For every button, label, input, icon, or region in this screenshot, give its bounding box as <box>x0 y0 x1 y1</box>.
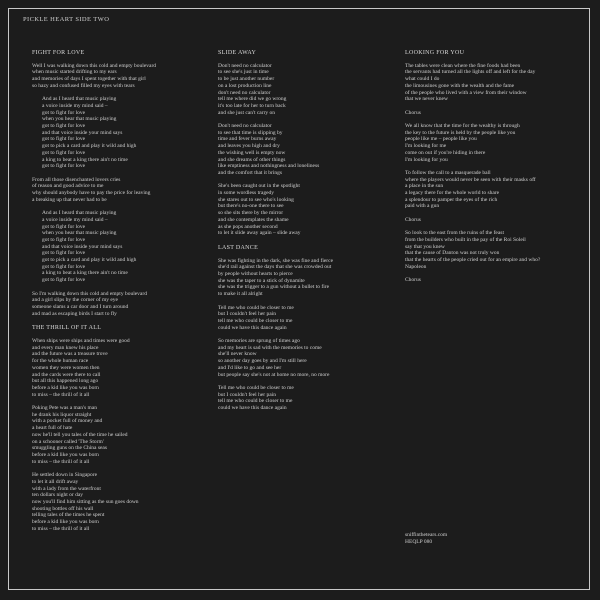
lyric-stanza <box>405 110 581 117</box>
lyric-line: could we have this dance again <box>218 324 287 331</box>
lyric-line: but I couldn't feel her pain <box>218 311 276 318</box>
song-title: LOOKING FOR YOU <box>405 50 465 56</box>
lyric-line: when music started drifting to my ears <box>32 69 117 76</box>
lyric-line: got to fight for love <box>42 136 86 143</box>
lyric-line: for the whole human race <box>32 358 89 365</box>
lyric-line: come on out if you're hiding in there <box>405 149 486 156</box>
lyric-line: telling tales of the times he spent <box>32 512 105 519</box>
lyric-stanza <box>405 230 581 270</box>
lyric-line: women they were women then <box>32 364 100 371</box>
lyric-line: Napoleon <box>405 263 427 270</box>
lyric-line: Chorus <box>405 216 421 223</box>
lyric-line: Chorus <box>405 109 421 116</box>
lyric-line: I'm looking for me <box>405 143 447 150</box>
lyric-stanza <box>32 405 208 465</box>
lyric-line: time and fever burns away <box>218 136 277 143</box>
lyric-stanza <box>218 258 394 298</box>
lyric-line: people like me – people like you <box>405 136 477 143</box>
lyric-line: as she pops another second <box>218 223 278 230</box>
lyric-line: and memories of days I spent together with that girl <box>32 76 146 83</box>
lyric-line: and she contemplates the shame <box>218 216 289 223</box>
lyric-stanza <box>32 291 208 318</box>
lyric-line: on a lost production line <box>218 82 272 89</box>
lyric-line: and every man knew his place <box>32 344 99 351</box>
lyric-line: got to fight for love <box>42 263 86 270</box>
lyric-line: don't need no calculator <box>218 89 271 96</box>
lyric-line: shooting bottles off his wall <box>32 505 94 512</box>
lyric-stanza <box>32 63 208 90</box>
side-title: PICKLE HEART SIDE TWO <box>23 16 110 23</box>
lyric-line: now you'll find him sitting as the sun goes down <box>32 498 139 505</box>
lyric-line: with a pocket full of money and <box>32 418 103 425</box>
lyric-stanza <box>218 183 394 237</box>
lyric-line: She was fighting in the dark, she was fine and fierce <box>218 257 334 264</box>
lyric-line: in some wordless tragedy <box>218 190 275 197</box>
lyric-line: the key to the future is held by the people like you <box>405 129 516 136</box>
lyric-stanza <box>218 123 394 177</box>
lyric-line: Don't need no calculator <box>218 123 272 130</box>
lyric-stanza <box>218 305 394 332</box>
lyrics-column-1 <box>32 50 208 540</box>
lyric-line: From all those disenchanted lovers cries <box>32 176 121 183</box>
lyric-line: like emptiness and nothingness and loneliness <box>218 163 320 170</box>
lyric-line: she was the taper to a stick of dynamite <box>218 277 305 284</box>
lyric-line: but I couldn't feel her pain <box>218 391 276 398</box>
lyric-line: but there's no-one there to see <box>218 203 284 210</box>
lyric-line: a heart full of hate <box>32 425 73 432</box>
lyric-line: We all know that the time for the wealthy is through <box>405 123 520 129</box>
lyric-line: tell me where did we go wrong <box>218 96 287 103</box>
lyric-line: a splendour to pamper the eyes of the rich <box>405 196 498 203</box>
lyric-line: to miss – the thrill of it all <box>32 458 90 465</box>
song-section <box>405 50 581 284</box>
lyric-line: so she sits there by the mirror <box>218 210 284 217</box>
lyric-line: the wishing well is empty now <box>218 149 286 156</box>
lyric-line: and a girl slips by the corner of my eye <box>32 297 118 304</box>
lyric-line: the servants had turned all the lights off and left for the day <box>405 69 536 76</box>
lyric-line: tell me who could be closer to me <box>218 317 293 324</box>
lyrics-column-3 <box>405 50 581 292</box>
lyric-line: a breaking up that never had to be <box>32 196 107 203</box>
lyric-line: got to fight for love <box>42 163 86 170</box>
lyric-line: where the players would never be seen with their masks off <box>405 176 536 183</box>
lyric-line: she was the trigger to a gun without a bullet to fire <box>218 284 330 291</box>
lyric-line: she'd rail against the days that she was crowded out <box>218 264 332 271</box>
lyric-line: got to fight for love <box>42 123 86 130</box>
lyric-line: got to fight for love <box>42 223 86 230</box>
lyric-line: before a kid like you was born <box>32 384 99 391</box>
lyric-line: she'll never know <box>218 351 257 358</box>
lyric-line: with a lady from the waterfront <box>32 485 101 492</box>
lyric-line: got to fight for love <box>42 250 86 257</box>
lyric-line: that the cause of Danton was not truly won <box>405 250 500 257</box>
lyric-line: to let it slide away again – slide away <box>218 230 301 237</box>
lyric-line: To follow the call to a masquerade ball <box>405 169 491 176</box>
lyric-line: a legacy there for the whole world to share <box>405 190 500 197</box>
lyric-stanza <box>218 338 394 378</box>
lyric-line: paid with a gun <box>405 203 440 210</box>
lyric-line: and that voice inside your mind says <box>42 243 123 250</box>
lyric-line: and leaves you high and dry <box>218 143 280 150</box>
song-section <box>218 245 394 412</box>
lyric-line: a place in the sun <box>405 183 444 190</box>
song-title: LAST DANCE <box>218 244 259 251</box>
catalog-number: HEQLP 080 <box>405 539 433 545</box>
song-title: FIGHT FOR LOVE <box>32 50 85 56</box>
lyric-line: Chorus <box>405 277 421 284</box>
song-section <box>32 50 208 317</box>
lyric-line: and that voice inside your mind says <box>42 129 123 136</box>
lyric-line: that the hearts of the people cried out for an empire and who? <box>405 257 541 264</box>
lyric-stanza <box>218 385 394 412</box>
lyric-line: so another day goes by and I'm still here <box>218 358 307 365</box>
lyric-line: but people say she's not at home no more, no more <box>218 371 330 378</box>
lyric-line: And as I heard that music playing <box>42 210 117 217</box>
lyric-line: she stares out to see who's looking <box>218 196 294 203</box>
lyric-line: got to pick a card and play it wild and high <box>42 143 137 150</box>
lyric-line: before a kid like you was born <box>32 519 99 526</box>
lyric-line: a king to beat a king there ain't no time <box>42 156 128 163</box>
lyric-line: and the comfort that it brings <box>218 169 282 176</box>
lyric-line: got to fight for love <box>42 236 86 243</box>
lyric-line: ten dollars night or day <box>32 492 84 499</box>
lyric-line: And as I heard that music playing <box>42 96 117 103</box>
lyric-line: now he'll tell you tales of the time he sailed <box>32 431 128 438</box>
song-title: SLIDE AWAY <box>218 50 257 56</box>
lyric-line: to let it all drift away <box>32 478 79 485</box>
lyric-line: Don't need no calculator <box>218 62 272 69</box>
lyric-stanza <box>32 472 208 532</box>
lyric-line: say that you knew <box>405 243 445 250</box>
lyric-line: and the future was a treasure trove <box>32 351 108 358</box>
lyric-line: The tables were clean where the fine foods had been <box>405 62 521 69</box>
song-section <box>32 325 208 532</box>
lyric-line: to make it all alright <box>218 291 263 298</box>
footer <box>405 532 447 546</box>
lyric-line: to be just another number <box>218 76 275 83</box>
lyric-line: Tell me who could be closer to me <box>218 304 294 311</box>
song-section <box>218 50 394 237</box>
lyric-stanza <box>405 277 581 284</box>
lyric-line: he drank his liquor straight <box>32 411 92 418</box>
song-title: THE THRILL OF IT ALL <box>32 325 102 332</box>
lyric-line: So memories are sprung of times ago <box>218 338 300 345</box>
lyric-stanza <box>32 338 208 398</box>
lyric-line: by people without hearts to pierce <box>218 271 293 278</box>
lyric-line: and she dreams of other things <box>218 156 286 163</box>
lyric-line: that we never knew <box>405 96 448 103</box>
lyric-stanza <box>32 96 208 170</box>
lyric-line: so hazy and confused filled my eyes with tears <box>32 82 135 89</box>
lyric-line: of reason and good advice to me <box>32 183 104 190</box>
lyric-line: a voice inside my mind said – <box>42 216 108 223</box>
lyric-stanza <box>32 210 208 284</box>
lyric-line: to see that time is slipping by <box>218 129 283 136</box>
lyric-line: what could I do <box>405 76 440 83</box>
lyric-stanza <box>218 63 394 117</box>
lyric-line: Tell me who could be closer to me <box>218 384 294 391</box>
lyric-line: Well I was walking down this cold and empty boulevard <box>32 62 157 69</box>
lyric-line: and my heart is sad with the memories to come <box>218 344 322 351</box>
lyric-line: the limousines gone with the wealth and the fame <box>405 82 515 89</box>
lyric-line: to miss – the thrill of it all <box>32 525 90 532</box>
lyrics-column-2 <box>218 50 394 420</box>
lyric-line: to miss – the thrill of it all <box>32 391 90 398</box>
lyric-stanza <box>405 217 581 224</box>
lyric-line: someone slams a car door and I turn around <box>32 303 129 310</box>
lyric-line: So I'm walking down this cold and empty boulevard <box>32 290 147 297</box>
lyric-line: got to fight for love <box>42 149 86 156</box>
lyric-line: and mad as escaping birds I start to fly <box>32 310 117 317</box>
website-text: sniffinthetears.com <box>405 532 448 538</box>
lyric-line: got to fight for love <box>42 109 86 116</box>
lyric-line: why should anybody have to pay the price for leaving <box>32 190 151 197</box>
lyric-line: smuggling guns on the China seas <box>32 445 108 452</box>
lyric-line: I'm looking for you <box>405 156 448 163</box>
lyric-stanza <box>32 177 208 204</box>
lyric-line: when you hear that music playing <box>42 116 117 123</box>
lyric-line: when you hear that music playing <box>42 230 117 237</box>
lyric-line: So look to the east from the ruins of the feast <box>405 230 504 237</box>
lyric-line: but all this happened long ago <box>32 378 99 385</box>
lyric-line: to see she's just in time <box>218 69 269 76</box>
lyric-line: before a kid like you was born <box>32 452 99 458</box>
lyric-line: from the builders who built in the pay of the Roi Soleil <box>405 236 526 243</box>
lyric-line: Poking Pete was a man's man <box>32 405 97 412</box>
lyric-stanza <box>405 63 581 103</box>
lyric-line: He settled down in Singapore <box>32 472 98 479</box>
lyric-stanza <box>405 123 581 163</box>
lyric-line: and the cards were there to call <box>32 371 101 378</box>
lyric-line: tell me who could be closer to me <box>218 398 293 405</box>
lyric-line: and I'd like to go and see her <box>218 364 282 371</box>
lyric-line: got to pick a card and play it wild and high <box>42 257 137 264</box>
lyric-line: and she just can't carry on <box>218 109 276 116</box>
lyric-line: She's been caught out in the spotlight <box>218 183 300 190</box>
lyric-line: of the people who lived with a view from their window <box>405 89 527 96</box>
lyric-line: got to fight for love <box>42 277 86 284</box>
lyric-line: on a schooner called 'The Storm' <box>32 438 104 445</box>
lyric-line: When ships were ships and times were good <box>32 338 130 345</box>
lyric-line: it's too late for her to turn back <box>218 102 286 109</box>
lyric-line: a voice inside my mind said – <box>42 102 108 109</box>
lyric-line: could we have this dance again <box>218 405 287 412</box>
lyric-line: a king to beat a king there ain't no time <box>42 270 128 277</box>
lyric-stanza <box>405 170 581 210</box>
